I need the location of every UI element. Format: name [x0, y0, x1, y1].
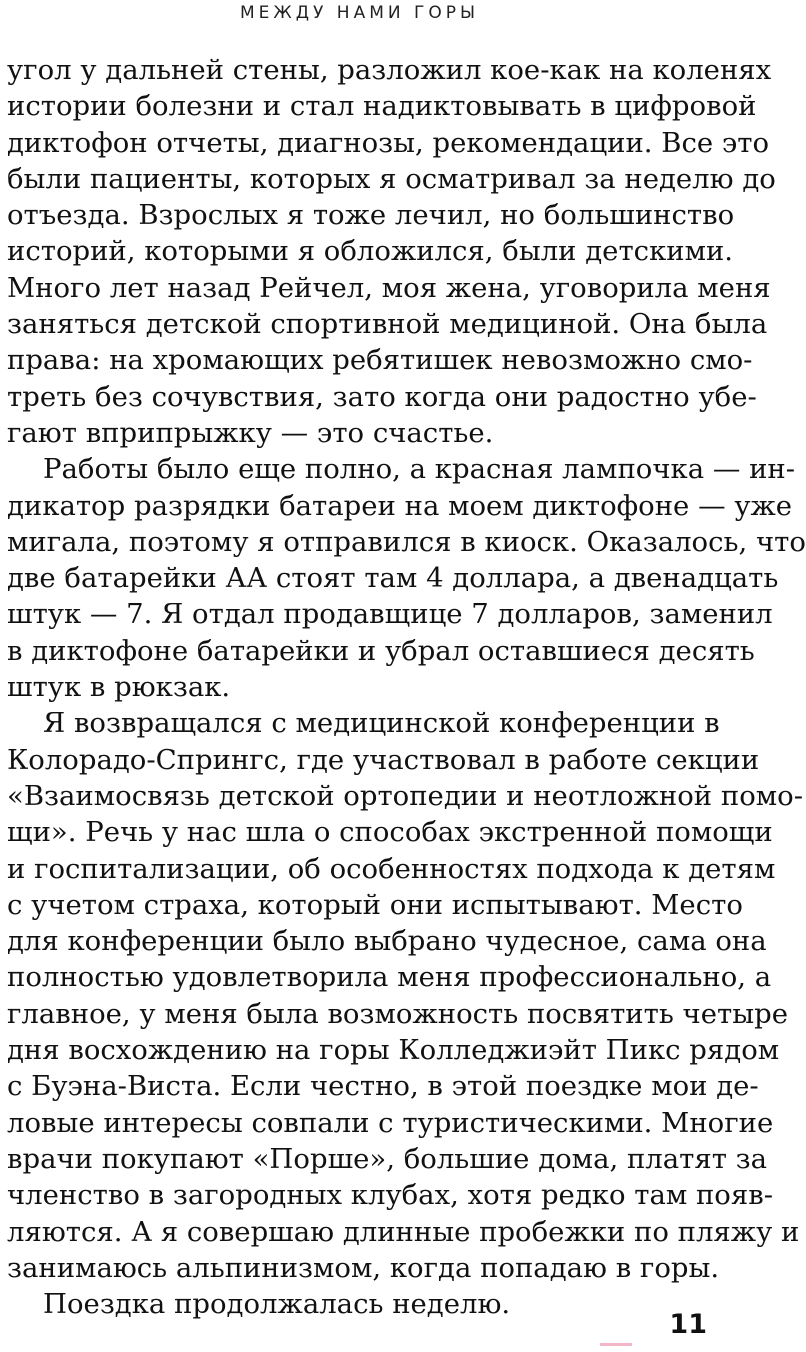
text-line: «Взаимосвязь детской ортопедии и неотложной помо- — [7, 779, 803, 812]
text-line: с Буэна-Виста. Если честно, в этой поездке мои де- — [7, 1070, 759, 1103]
text-line: историй, которыми я обложился, были детскими. — [7, 235, 734, 268]
text-line: ляются. А я совершаю длинные пробежки по пляжу и — [7, 1215, 800, 1248]
text-line: ловые интересы совпали с туристическими. Многие — [7, 1106, 774, 1139]
text-line: щи». Речь у нас шла о способах экстренной помощи — [7, 816, 773, 849]
text-line: мигала, поэтому я отправился в киоск. Оказалось, что — [7, 525, 806, 558]
paragraph — [7, 52, 776, 451]
text-line: членство в загородных клубах, хотя редко там появ- — [7, 1179, 773, 1212]
text-line: и госпитализации, об особенностях подхода к детям — [7, 852, 776, 885]
text-line: Много лет назад Рейчел, моя жена, уговорила меня — [7, 271, 771, 304]
text-line: треть без сочувствия, зато когда они радостно убе- — [7, 380, 757, 413]
text-line: врачи покупают «Порше», большие дома, платят за — [7, 1142, 768, 1175]
text-line: были пациенты, которых я осматривал за неделю до — [7, 162, 776, 195]
text-line: истории болезни и стал надиктовывать в цифровой — [7, 90, 757, 123]
text-line: дикатор разрядки батареи на моем диктофоне — уже — [7, 489, 793, 522]
text-line: диктофон отчеты, диагнозы, рекомендации. Все это — [7, 126, 770, 159]
text-line: Я возвращался с медицинской конференции в — [43, 707, 720, 740]
text-line: гают вприпрыжку — это счастье. — [7, 416, 494, 449]
page-number: 11 — [669, 1309, 707, 1340]
text-line: в диктофоне батарейки и убрал оставшиеся десять — [7, 634, 755, 667]
text-line: две батарейки АА стоят там 4 доллара, а двенадцать — [7, 562, 779, 595]
paragraph — [7, 1286, 713, 1322]
text-line: главное, у меня была возможность посвятить четыре — [7, 997, 788, 1030]
text-line: Работы было еще полно, а красная лампочка — ин- — [43, 453, 796, 486]
text-line: полностью удовлетворила меня профессионально, а — [7, 961, 772, 994]
text-line: для конференции было выбрано чудесное, сама она — [7, 925, 767, 958]
text-line: угол у дальней стены, разложил кое-как на коленях — [7, 54, 772, 86]
text-line: права: на хромающих ребятишек невозможно смо- — [7, 344, 753, 377]
text-line: дня восхождению на горы Колледжиэйт Пикс рядом — [7, 1034, 780, 1067]
running-head: МЕЖДУ НАМИ ГОРЫ — [240, 3, 479, 23]
text-line: занимаюсь альпинизмом, когда попадаю в горы. — [7, 1251, 720, 1284]
body-text — [7, 52, 806, 1322]
text-line: Поездка продолжалась неделю. — [43, 1288, 511, 1321]
text-line: Колорадо-Спрингс, где участвовал в работе секции — [7, 743, 760, 776]
paragraph — [7, 451, 806, 705]
text-line: отъезда. Взрослых я тоже лечил, но большинство — [7, 199, 735, 232]
page-marker-decoration — [600, 1343, 632, 1346]
text-line: штук в рюкзак. — [7, 671, 231, 704]
text-line: штук — 7. Я отдал продавщице 7 долларов, заменил — [7, 598, 773, 631]
text-line: с учетом страха, который они испытывают. Место — [7, 888, 743, 921]
paragraph — [7, 705, 803, 1286]
text-line: заняться детской спортивной медициной. Она была — [7, 308, 768, 341]
